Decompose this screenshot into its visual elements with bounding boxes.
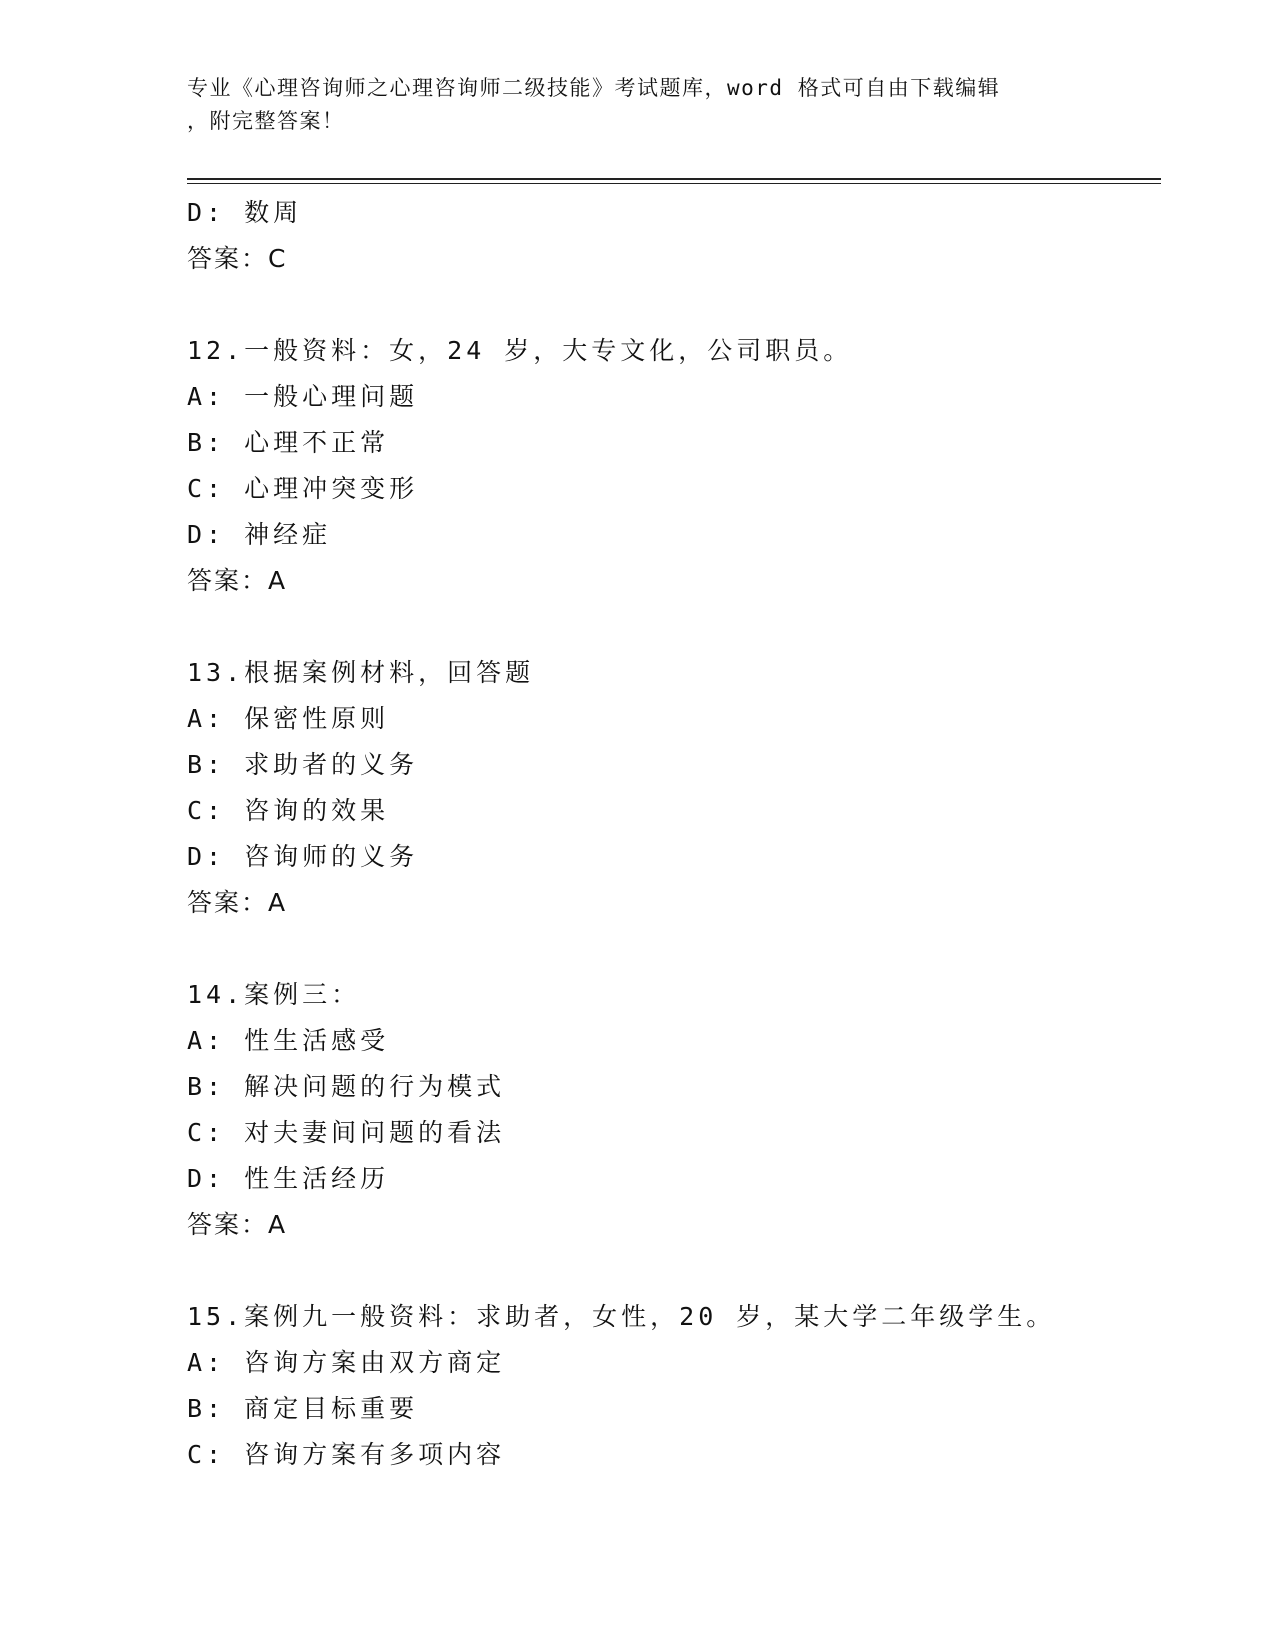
option-c: C: 对夫妻间问题的看法 <box>187 1118 506 1147</box>
answer-line: 答案：A <box>187 1210 288 1239</box>
option-a: A: 性生活感受 <box>187 1026 390 1055</box>
document-header <box>187 72 1087 138</box>
header-divider-thick <box>187 178 1161 180</box>
question-block <box>187 650 1161 926</box>
option-a: A: 一般心理问题 <box>187 382 419 411</box>
answer-line: 答案：A <box>187 566 288 595</box>
header-line-2: ，附完整答案！ <box>187 109 345 133</box>
option-c: C: 心理冲突变形 <box>187 474 419 503</box>
question-stem: 14.案例三： <box>187 980 361 1009</box>
question-list <box>187 190 1161 1478</box>
question-block <box>187 972 1161 1248</box>
option-d: D: 咨询师的义务 <box>187 842 419 871</box>
option-d: D: 神经症 <box>187 520 332 549</box>
option-a: A: 保密性原则 <box>187 704 390 733</box>
option-d: D: 性生活经历 <box>187 1164 390 1193</box>
header-line-1: 专业《心理咨询师之心理咨询师二级技能》考试题库，word 格式可自由下载编辑 <box>187 76 1001 100</box>
option-b: B: 解决问题的行为模式 <box>187 1072 506 1101</box>
question-block <box>187 1294 1161 1478</box>
option-b: B: 商定目标重要 <box>187 1394 419 1423</box>
header-divider-thin <box>187 183 1161 184</box>
option-a: A: 咨询方案由双方商定 <box>187 1348 506 1377</box>
question-stem: 13.根据案例材料，回答题 <box>187 658 535 687</box>
option-b: B: 求助者的义务 <box>187 750 419 779</box>
question-stem: 15.案例九一般资料：求助者，女性，20 岁，某大学二年级学生。 <box>187 1302 1056 1331</box>
answer-line: 答案：C <box>187 244 288 273</box>
option-c: C: 咨询的效果 <box>187 796 390 825</box>
question-block <box>187 328 1161 604</box>
option-b: B: 心理不正常 <box>187 428 390 457</box>
option-d: D: 数周 <box>187 198 303 227</box>
question-stem: 12.一般资料：女，24 岁，大专文化，公司职员。 <box>187 336 853 365</box>
option-c: C: 咨询方案有多项内容 <box>187 1440 506 1469</box>
answer-line: 答案：A <box>187 888 288 917</box>
